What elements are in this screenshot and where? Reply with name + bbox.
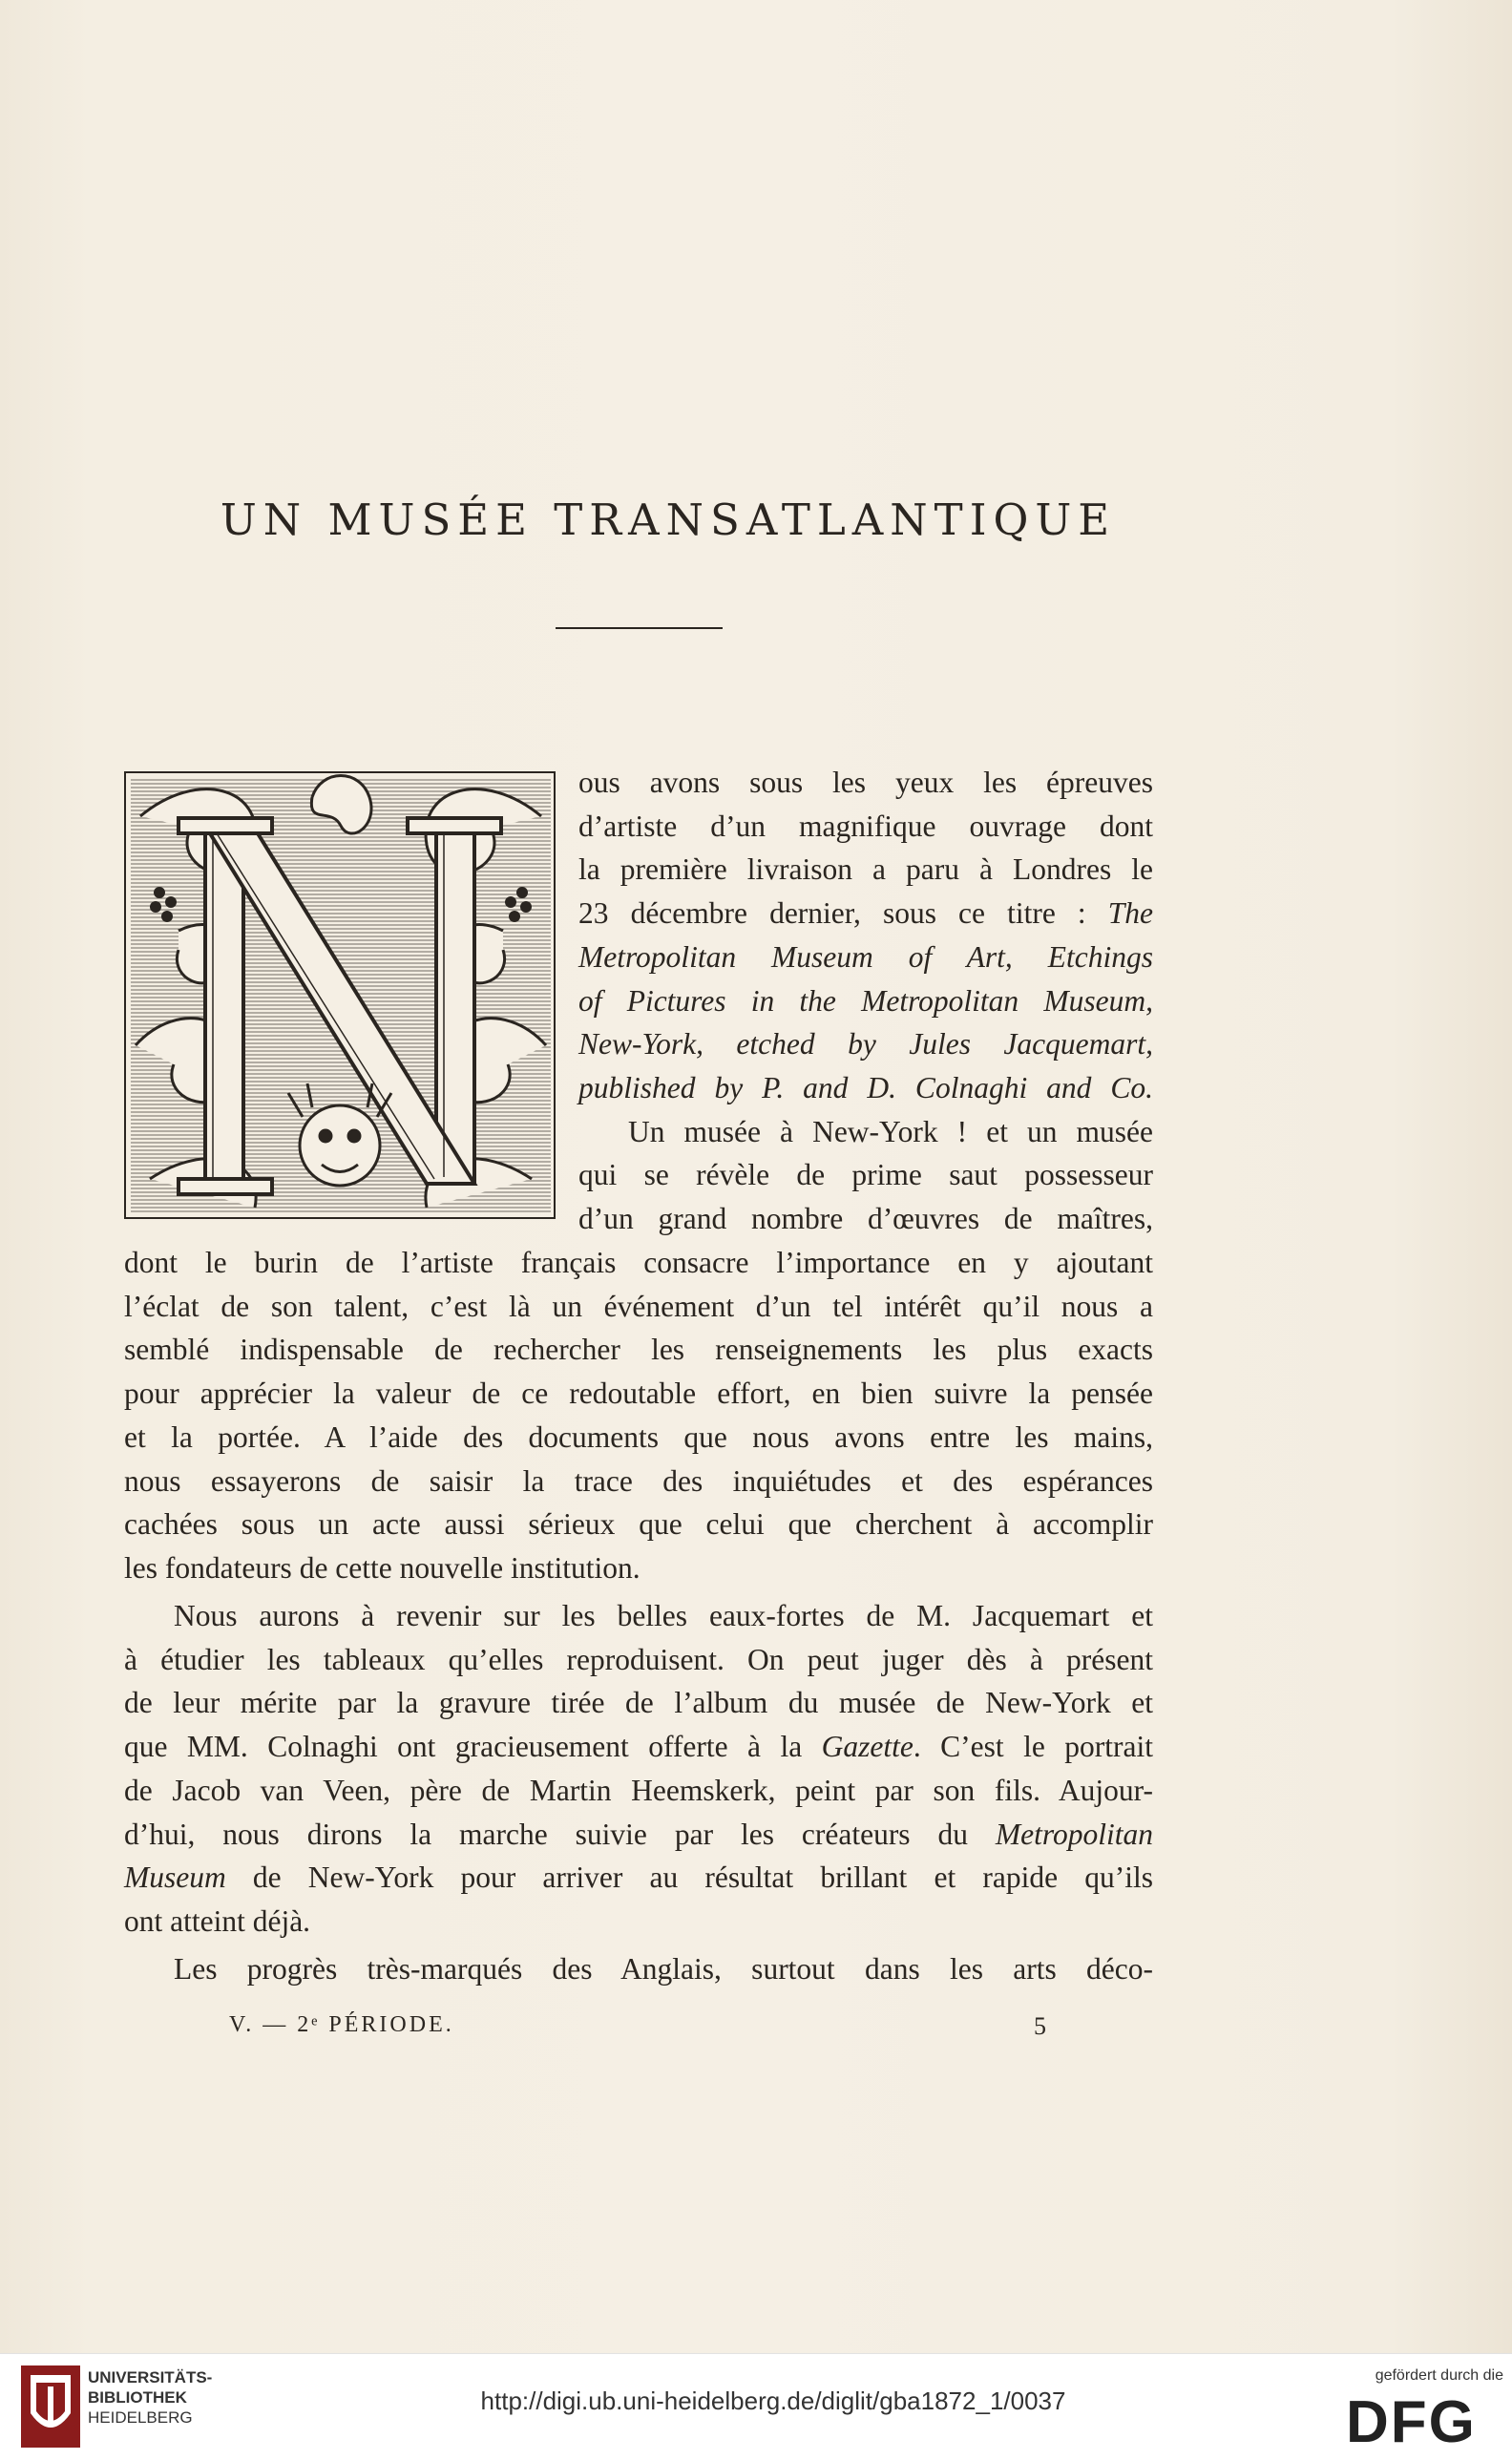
title-rule [556, 627, 723, 629]
p2-line-6 [124, 1813, 1153, 1857]
p1-line-1: dont le burin de l’artiste français consacre l’importance en y ajoutant [124, 1246, 1153, 1279]
p2-line-1: Nous aurons à revenir sur les belles eaux-fortes de M. Jacquemart et [174, 1599, 1153, 1632]
paragraph-3 [124, 1947, 1153, 1991]
intro-line-2: d’artiste d’un magnifique ouvrage dont [578, 809, 1153, 843]
right-line-2: qui se révèle de prime saut possesseur [578, 1158, 1153, 1192]
p2-line-7 [124, 1856, 1153, 1900]
p2-line-5: de Jacob van Veen, père de Martin Heemskerk, peint par son fils. Aujour- [124, 1773, 1153, 1807]
intro-line-1: ous avons sous les yeux les épreuves [578, 766, 1153, 799]
p2-line-6a: d’hui, nous dirons la marche suivie par les créateurs du [124, 1817, 996, 1851]
paragraph-1 [124, 1241, 1153, 1590]
intro-column [578, 761, 1153, 1241]
p1-line-2: l’éclat de son talent, c’est là un événement d’un tel intérêt qu’il nous a [124, 1289, 1153, 1323]
p1-line-8: les fondateurs de cette nouvelle institution. [124, 1550, 640, 1585]
italic-the: The [1107, 896, 1153, 931]
institution-name [88, 2367, 212, 2428]
p2-line-8: ont atteint déjà. [124, 1903, 311, 1938]
p1-line-6: nous essayerons de saisir la trace des inquiétudes et des espérances [124, 1463, 1153, 1498]
paragraph-2 [124, 1594, 1153, 1944]
article-title: UN MUSÉE TRANSATLANTIQUE [220, 494, 1117, 546]
signature-mark: V. — 2ᵉ PÉRIODE. [229, 2012, 454, 2037]
p2-line-3: de leur mérite par la gravure tirée de l’album du musée de New-York et [124, 1686, 1153, 1720]
right-line-3: d’un grand nombre d’œuvres de maîtres, [578, 1202, 1153, 1236]
p1-line-5: et la portée. A l’aide des documents que nous avons entre les mains, [124, 1419, 1153, 1454]
institution-line-3: HEIDELBERG [88, 2408, 193, 2427]
p2-line-2: à étudier les tableaux qu’elles reproduisent. On peut juger dès à présent [124, 1642, 1153, 1676]
intro-line-4 [578, 892, 1153, 936]
dfg-logo: DFG [1346, 2389, 1477, 2455]
italic-gazette: Gazette [821, 1730, 914, 1764]
italic-museum: Museum [124, 1861, 226, 1895]
italic-metropolitan: Metropolitan [995, 1817, 1153, 1851]
page-number: 5 [1034, 2012, 1046, 2040]
p2-line-4 [124, 1725, 1153, 1769]
institution-line-2: BIBLIOTHEK [88, 2388, 187, 2407]
italic-line-3: New-York, etched by Jules Jacquemart, [578, 1027, 1153, 1062]
permalink-url[interactable]: http://digi.ub.uni-heidelberg.de/diglit/gba1872_1/0037 [480, 2386, 1066, 2415]
p1-line-3: semblé indispensable de rechercher les renseignements les plus exacts [124, 1333, 1153, 1367]
p3-line-1: Les progrès très-marqués des Anglais, surtout dans les arts déco- [174, 1952, 1153, 1986]
funding-note: gefördert durch die [1375, 2367, 1503, 2384]
intro-line-3: la première livraison a paru à Londres le [578, 852, 1153, 887]
ornamental-dropcap-n [121, 759, 558, 1222]
italic-line-1: Metropolitan Museum of Art, Etchings [578, 939, 1153, 974]
intro-line-4-text: 23 décembre dernier, sous ce titre : [578, 896, 1108, 931]
italic-line-4: published by P. and D. Colnaghi and Co. [578, 1070, 1153, 1104]
p1-line-4: pour apprécier la valeur de ce redoutable effort, en bien suivre la pensée [124, 1377, 1153, 1411]
p2-line-4a: que MM. Colnaghi ont gracieusement offerte à la [124, 1730, 822, 1764]
right-line-1: Un musée à New-York ! et un musée [628, 1114, 1153, 1148]
p2-line-7b: de New-York pour arriver au résultat brillant et rapide qu’ils [225, 1861, 1153, 1895]
institution-line-1: UNIVERSITÄTS- [88, 2368, 213, 2386]
italic-line-2: of Pictures in the Metropolitan Museum, [578, 983, 1153, 1018]
p1-line-7: cachées sous un acte aussi sérieux que celui que cherchent à accomplir [124, 1507, 1153, 1542]
university-seal-icon [21, 2365, 80, 2448]
p2-line-4b: . C’est le portrait [913, 1730, 1153, 1764]
